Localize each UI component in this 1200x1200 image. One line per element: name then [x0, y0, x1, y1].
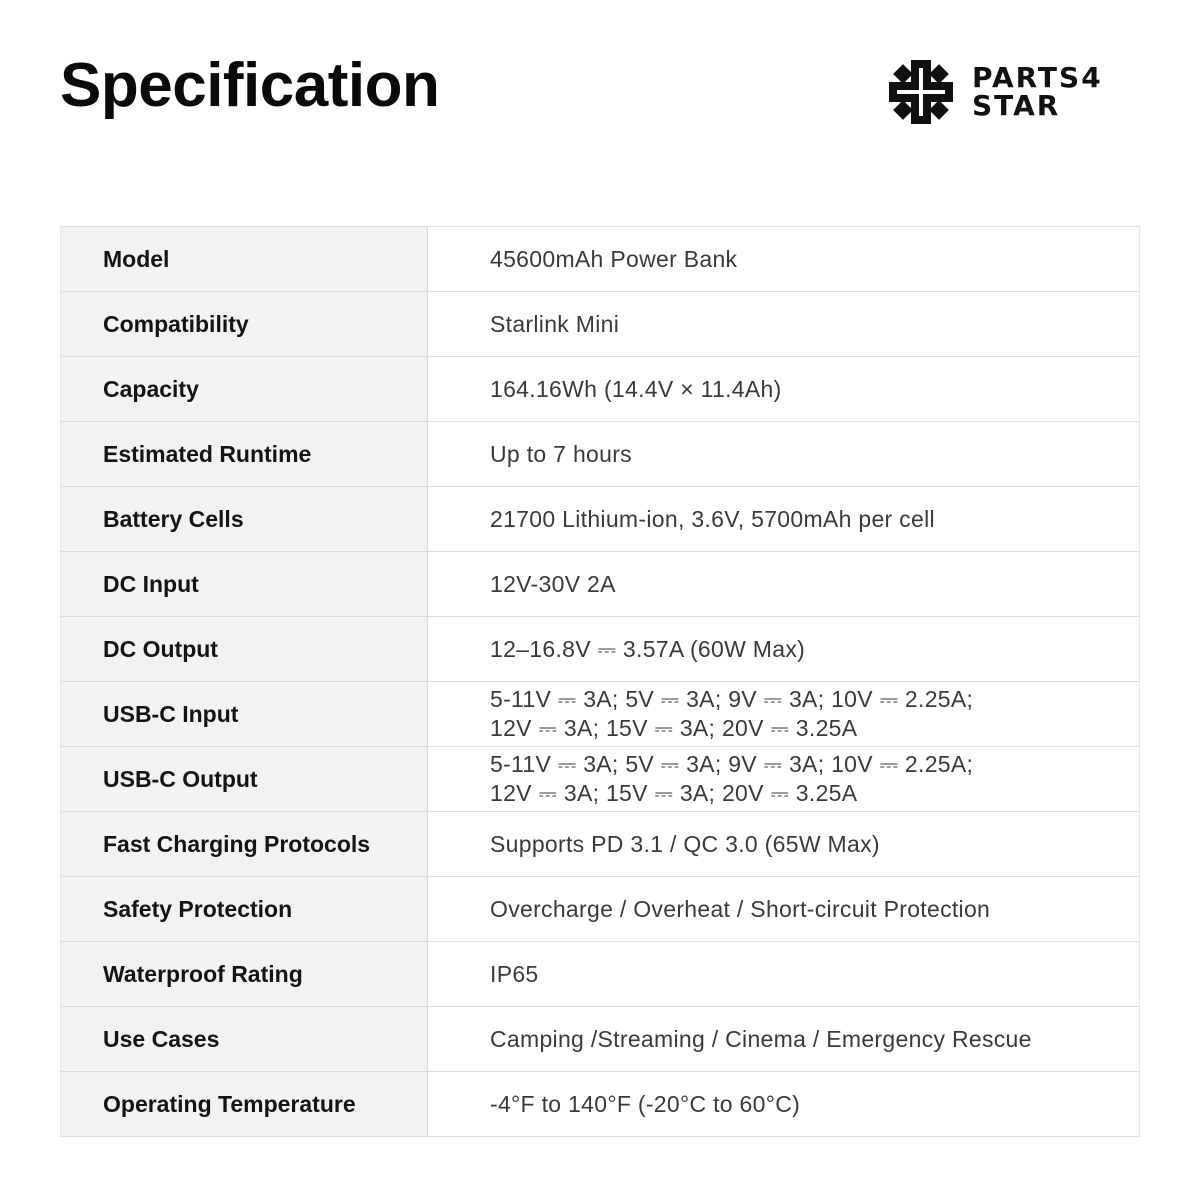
spec-value-line: Overcharge / Overheat / Short-circuit Protection	[490, 895, 991, 922]
spec-value	[428, 877, 1140, 942]
spec-label: Estimated Runtime	[61, 422, 428, 487]
table-row	[61, 1072, 1140, 1137]
spec-label: Waterproof Rating	[61, 942, 428, 1007]
table-row	[61, 682, 1140, 747]
spec-value-line: Supports PD 3.1 / QC 3.0 (65W Max)	[490, 830, 880, 857]
spec-label: DC Input	[61, 552, 428, 617]
spec-value-line: 5-11V ⎓ 3A; 5V ⎓ 3A; 9V ⎓ 3A; 10V ⎓ 2.25A;	[490, 751, 974, 777]
spec-value-line: 12V-30V 2A	[490, 570, 616, 597]
spec-value	[428, 617, 1140, 682]
spec-value-line: -4°F to 140°F (-20°C to 60°C)	[490, 1090, 801, 1117]
spec-table-body	[61, 227, 1140, 1137]
table-row	[61, 357, 1140, 422]
spec-value-line: 12V ⎓ 3A; 15V ⎓ 3A; 20V ⎓ 3.25A	[490, 715, 858, 741]
spec-value-line: 12V ⎓ 3A; 15V ⎓ 3A; 20V ⎓ 3.25A	[490, 780, 858, 806]
spec-value	[428, 487, 1140, 552]
spec-value-line: Up to 7 hours	[490, 440, 632, 467]
spec-value	[428, 682, 1140, 747]
page-title: Specification	[60, 51, 440, 120]
spec-label: Capacity	[61, 357, 428, 422]
spec-label: DC Output	[61, 617, 428, 682]
spec-label: USB-C Input	[61, 682, 428, 747]
spec-value	[428, 812, 1140, 877]
spec-value-line: 5-11V ⎓ 3A; 5V ⎓ 3A; 9V ⎓ 3A; 10V ⎓ 2.25A;	[490, 686, 974, 712]
table-row	[61, 227, 1140, 292]
spec-label: Model	[61, 227, 428, 292]
spec-value-line: 45600mAh Power Bank	[490, 245, 738, 272]
spec-value	[428, 357, 1140, 422]
spec-value	[428, 1007, 1140, 1072]
brand-line-2: STAR	[972, 89, 1061, 122]
brand-wordmark	[972, 61, 1103, 122]
brand-line-1: PARTS4	[972, 61, 1103, 94]
spec-value-line: Camping /Streaming / Cinema / Emergency Rescue	[490, 1025, 1032, 1052]
spec-value-line: IP65	[490, 960, 539, 987]
spec-table	[60, 226, 1140, 1137]
spec-value-line: Starlink Mini	[490, 310, 620, 337]
spec-value-line: 164.16Wh (14.4V × 11.4Ah)	[490, 375, 782, 402]
table-row	[61, 552, 1140, 617]
table-row	[61, 877, 1140, 942]
spec-value	[428, 422, 1140, 487]
spec-label: Safety Protection	[61, 877, 428, 942]
brand-logo	[886, 58, 1146, 126]
table-row	[61, 617, 1140, 682]
spec-value	[428, 552, 1140, 617]
spec-label: Fast Charging Protocols	[61, 812, 428, 877]
spec-value	[428, 292, 1140, 357]
spec-value-line: 21700 Lithium-ion, 3.6V, 5700mAh per cell	[490, 505, 935, 532]
table-row	[61, 422, 1140, 487]
table-row	[61, 487, 1140, 552]
spec-value	[428, 942, 1140, 1007]
spec-value-line: 12–16.8V ⎓ 3.57A (60W Max)	[490, 635, 806, 662]
table-row	[61, 942, 1140, 1007]
spec-label: Operating Temperature	[61, 1072, 428, 1137]
spec-label: Compatibility	[61, 292, 428, 357]
spec-label: Use Cases	[61, 1007, 428, 1072]
spec-value	[428, 747, 1140, 812]
spec-label: Battery Cells	[61, 487, 428, 552]
table-row	[61, 1007, 1140, 1072]
puzzle-cross-icon	[886, 58, 956, 126]
table-row	[61, 747, 1140, 812]
spec-value	[428, 1072, 1140, 1137]
spec-label: USB-C Output	[61, 747, 428, 812]
table-row	[61, 292, 1140, 357]
spec-value	[428, 227, 1140, 292]
table-row	[61, 812, 1140, 877]
